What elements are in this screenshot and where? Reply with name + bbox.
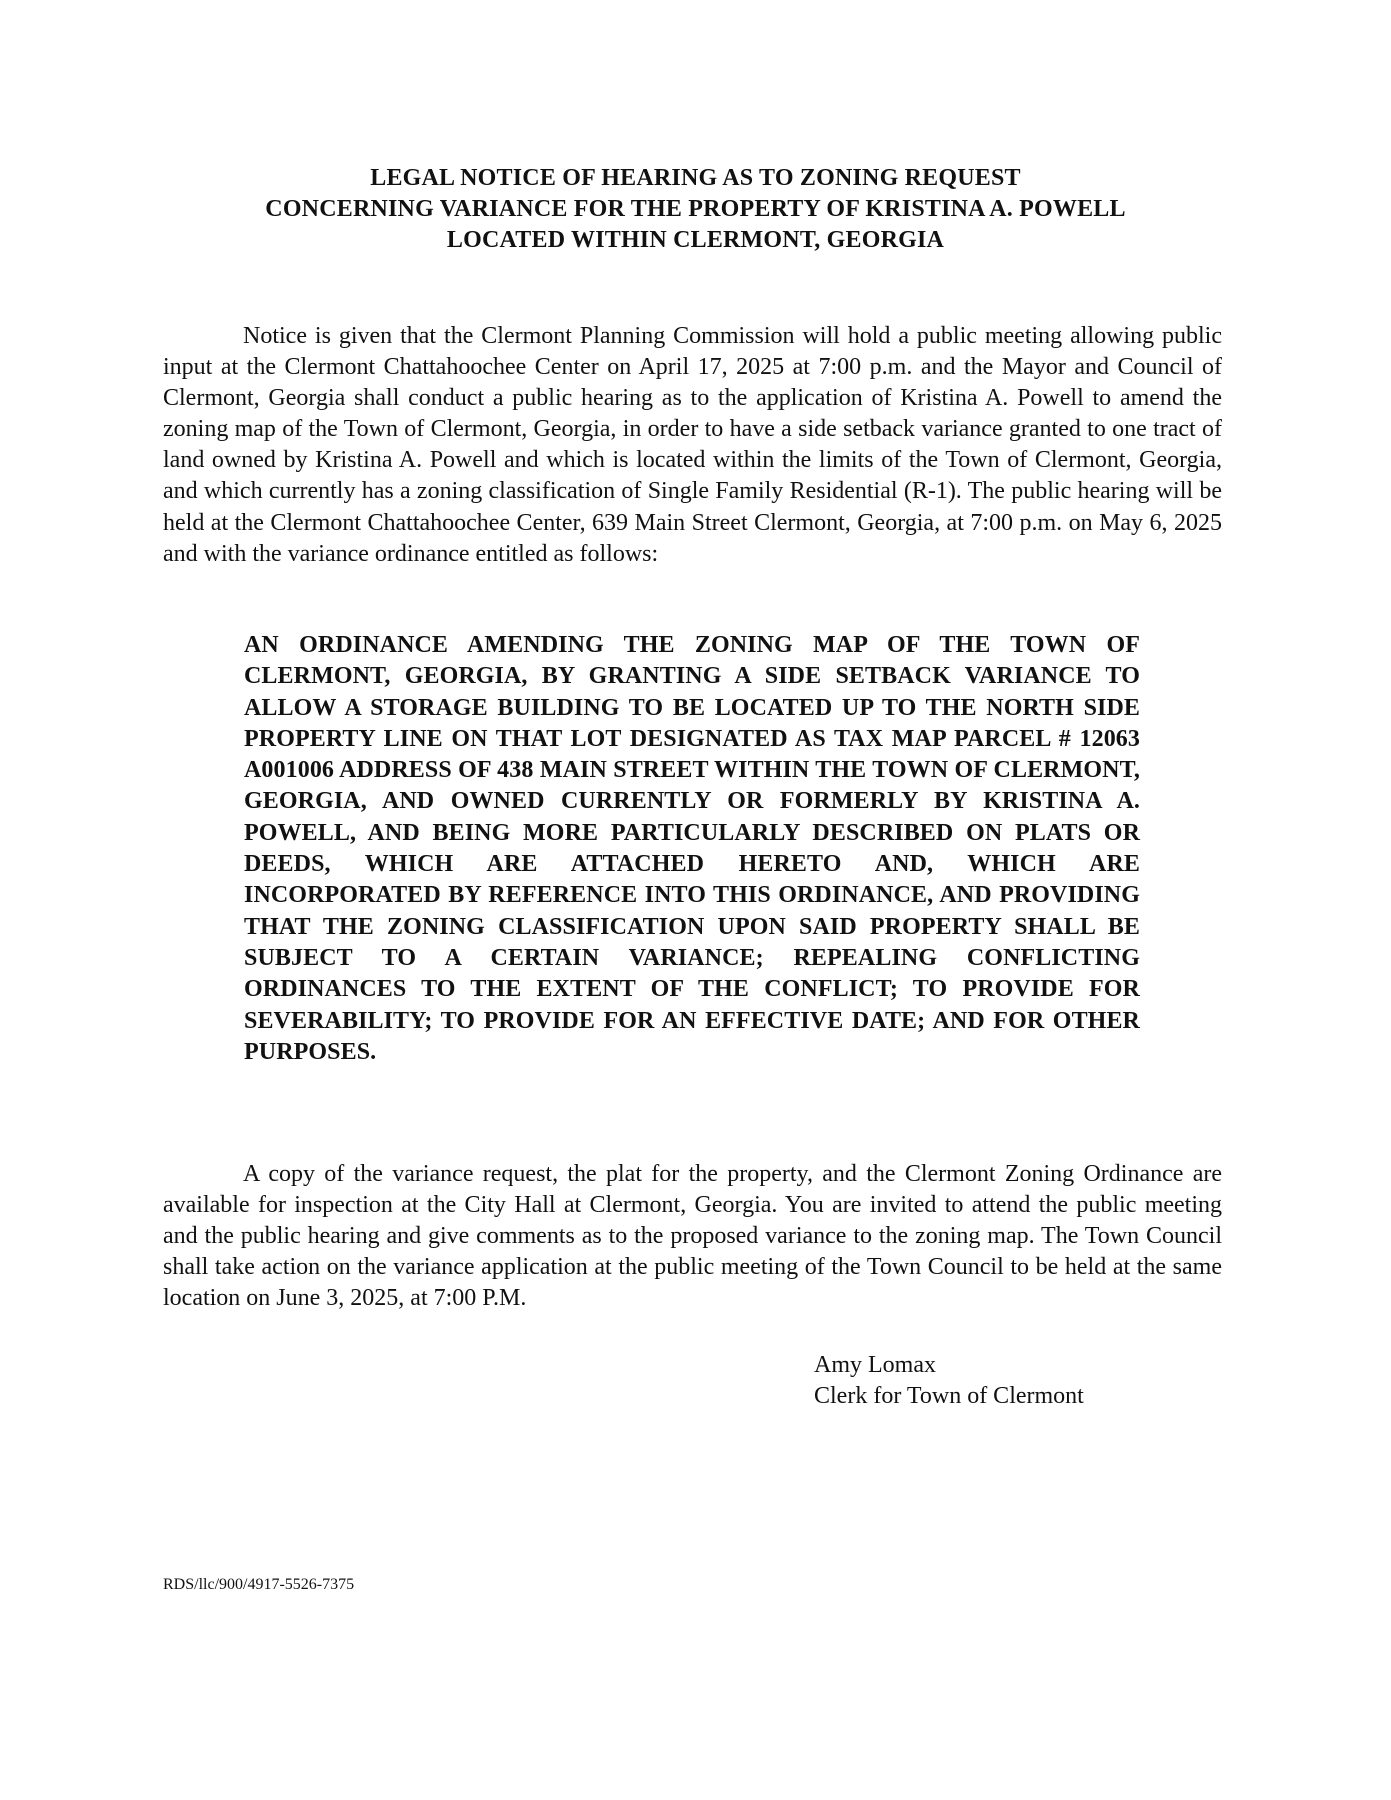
signer-title: Clerk for Town of Clermont bbox=[814, 1383, 1084, 1409]
document-reference: RDS/llc/900/4917-5526-7375 bbox=[163, 1576, 355, 1593]
title-line-2: CONCERNING VARIANCE FOR THE PROPERTY OF KRISTINA A. POWELL bbox=[265, 196, 1126, 222]
ordinance-title: AN ORDINANCE AMENDING THE ZONING MAP OF THE TOWN OF CLERMONT, GEORGIA, BY GRANTING A SIDE SETBACK VARIANCE TO ALLOW A STORAGE BUILDING TO BE LOCATED UP TO THE NORTH SIDE PROPERTY LINE ON THAT LOT DESIGNATED AS TAX MAP PARCEL # 12063 A001006 ADDRESS OF 438 MAIN STREET WITHIN THE TOWN OF CLERMONT, GEORGIA, AND OWNED CURRENTLY OR FORMERLY BY KRISTINA A. POWELL, AND BEING MORE PARTICULARLY DESCRIBED ON PLATS OR DEEDS, WHICH ARE ATTACHED HERETO AND, WHICH ARE INCORPORATED BY REFERENCE INTO THIS ORDINANCE, AND PROVIDING THAT THE ZONING CLASSIFICATION UPON SAID PROPERTY SHALL BE SUBJECT TO A CERTAIN VARIANCE; REPEALING CONFLICTING ORDINANCES TO THE EXTENT OF THE CONFLICT; TO PROVIDE FOR SEVERABILITY; TO PROVIDE FOR AN EFFECTIVE DATE; AND FOR OTHER PURPOSES. bbox=[244, 632, 1140, 1065]
signer-name: Amy Lomax bbox=[814, 1352, 936, 1378]
signature-block bbox=[814, 1350, 1084, 1412]
title-line-3: LOCATED WITHIN CLERMONT, GEORGIA bbox=[446, 227, 945, 253]
notice-paragraph: Notice is given that the Clermont Planning Commission will hold a public meeting allowing public input at the Clermont Chattahoochee Center on April 17, 2025 at 7:00 p.m. and the Mayor and Council of Clermont, Georgia shall conduct a public hearing as to the application of Kristina A. Powell to amend the zoning map of the Town of Clermont, Georgia, in order to have a side setback variance granted to one tract of land owned by Kristina A. Powell and which is located within the limits of the Town of Clermont, Georgia, and which currently has a zoning classification of Single Family Residential (R-1). The public hearing will be held at the Clermont Chattahoochee Center, 639 Main Street Clermont, Georgia, at 7:00 p.m. on May 6, 2025 and with the variance ordinance entitled as follows: bbox=[163, 323, 1222, 567]
inspection-paragraph: A copy of the variance request, the plat for the property, and the Clermont Zoning Ordinance are available for inspection at the City Hall at Clermont, Georgia. You are invited to attend the public meeting and the public hearing and give comments as to the proposed variance to the zoning map. The Town Council shall take action on the variance application at the public meeting of the Town Council to be held at the same location on June 3, 2025, at 7:00 P.M. bbox=[163, 1161, 1222, 1312]
notice-title bbox=[0, 163, 1391, 256]
title-line-1: LEGAL NOTICE OF HEARING AS TO ZONING REQUEST bbox=[370, 165, 1021, 191]
